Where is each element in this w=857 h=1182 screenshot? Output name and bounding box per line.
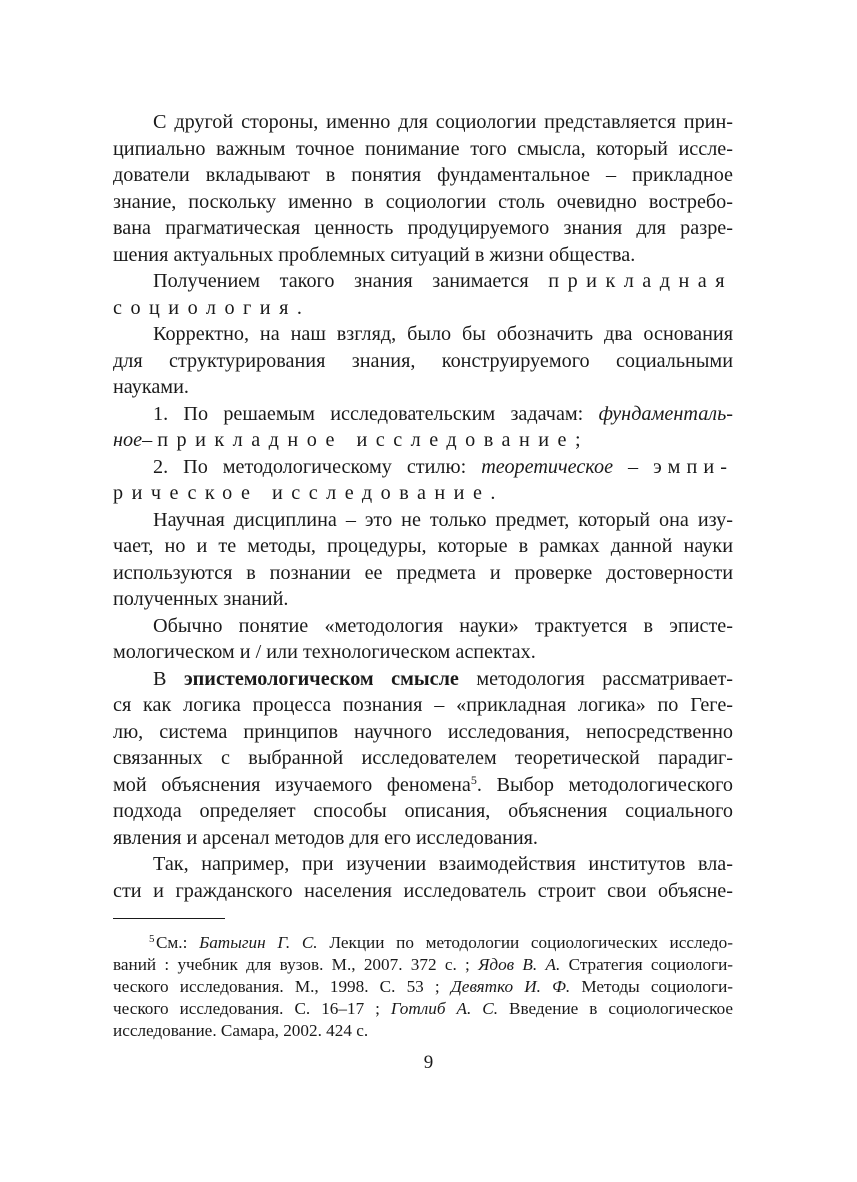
text-line: ся как логика процесса познания – «прикладная логика» по Геге- (113, 694, 733, 716)
text-span: См.: (155, 933, 188, 952)
author-name: Девятко И. Ф. (450, 977, 571, 996)
text-line: вана прагматическая ценность продуцируемого знания для разре- (113, 217, 733, 239)
text-line: науками. (113, 376, 189, 398)
text-span: В (153, 667, 167, 690)
italic-term: фундаменталь- (598, 402, 733, 425)
text-line (113, 666, 733, 693)
text-line (113, 401, 733, 428)
footnote (113, 932, 733, 1042)
italic-term: ное (113, 429, 143, 451)
text-line (113, 772, 733, 799)
italic-term: теоретическое (481, 455, 614, 478)
text-line: подхода определяет способы описания, объяснения социального (113, 800, 733, 822)
text-line (113, 454, 733, 481)
footnote-marker: 5 (149, 933, 155, 945)
footnote-line (113, 976, 733, 998)
text-line: мологическом и / или технологическом аспектах. (113, 641, 536, 663)
text-span: . Выбор методологического (476, 773, 734, 796)
spaced-term: прикладное исследование (157, 429, 575, 451)
text-span: Введение в социологическое (509, 999, 734, 1018)
dash: – (628, 455, 639, 478)
text-span: . (296, 296, 302, 319)
text-line: используются в познании ее предмета и проверке достоверности (113, 561, 733, 584)
text-line: Корректно, на наш взгляд, было бы обозначить два основания (153, 323, 733, 345)
text-span: ваний : учебник для вузов. М., 2007. 372 с. ; (113, 955, 470, 974)
text-line: явления и арсенал методов для его исследования. (113, 826, 538, 849)
text-span: ческого исследования. М., 1998. С. 53 ; (113, 977, 440, 996)
text-line: Так, например, при изучении взаимодействия институтов вла- (153, 853, 733, 875)
footnote-line (113, 954, 733, 976)
text-line (113, 480, 733, 507)
bold-term: эпистемологическом смысле (183, 667, 459, 690)
footnote-line (113, 932, 733, 954)
body-text (113, 109, 733, 904)
text-line: С другой стороны, именно для социологии представляется прин- (153, 111, 733, 133)
text-span: ; (574, 429, 581, 451)
author-name: Батыгин Г. С. (199, 933, 318, 952)
text-line: лю, система принципов научного исследования, непосредственно (113, 720, 733, 743)
text-span: мой объяснения изучаемого феномена (113, 773, 471, 796)
spaced-term: эмпи- (653, 455, 733, 478)
text-line: сти и гражданского населения исследователь строит свои объясне- (113, 879, 733, 902)
author-name: Готлиб А. С. (390, 999, 499, 1018)
text-span: ческого исследования. С. 16–17 ; (113, 999, 380, 1018)
text-line: дователи вкладывают в понятия фундаментальное – прикладное (113, 164, 733, 186)
spaced-term: рическое исследование (113, 482, 491, 504)
text-span: Получением такого знания занимается (153, 270, 529, 292)
text-line: для структурирования знания, конструируемого социальными (113, 349, 733, 372)
text-line (113, 268, 733, 295)
spaced-term: прикладная (548, 270, 733, 292)
footnote-divider (113, 918, 225, 919)
text-span: Лекции по методологии социологических исследо- (329, 933, 733, 952)
footnote-line: исследование. Самара, 2002. 424 с. (113, 1021, 369, 1040)
author-name: Ядов В. А. (478, 955, 561, 974)
page-number: 9 (423, 1052, 434, 1073)
dash: – (142, 429, 153, 451)
text-line: Научная дисциплина – это не только предмет, который она изу- (153, 508, 733, 531)
text-line (113, 427, 733, 454)
text-line: шения актуальных проблемных ситуаций в жизни общества. (113, 243, 636, 266)
text-line: полученных знаний. (113, 588, 289, 610)
text-line: Обычно понятие «методология науки» трактуется в эписте- (153, 614, 733, 637)
text-line: знание, поскольку именно в социологии столь очевидно востребо- (113, 190, 733, 213)
text-line (113, 295, 733, 322)
footnote-ref: 5 (470, 772, 477, 787)
text-line: ципиально важным точное понимание того смысла, который иссле- (113, 137, 733, 160)
text-line: связанных с выбранной исследователем теоретической парадиг- (113, 747, 733, 769)
text-span: Методы социологи- (581, 977, 734, 996)
text-span: Стратегия социологи- (568, 955, 734, 974)
text-span: . (490, 482, 496, 504)
text-span: методология рассматривает- (476, 667, 734, 690)
text-line: чает, но и те методы, процедуры, которые в рамках данной науки (113, 535, 733, 557)
spaced-term: социология (113, 296, 297, 319)
footnote-line (113, 998, 733, 1020)
text-span: 2. По методологическому стилю: (153, 455, 467, 478)
text-span: 1. По решаемым исследовательским задачам: (153, 402, 584, 425)
